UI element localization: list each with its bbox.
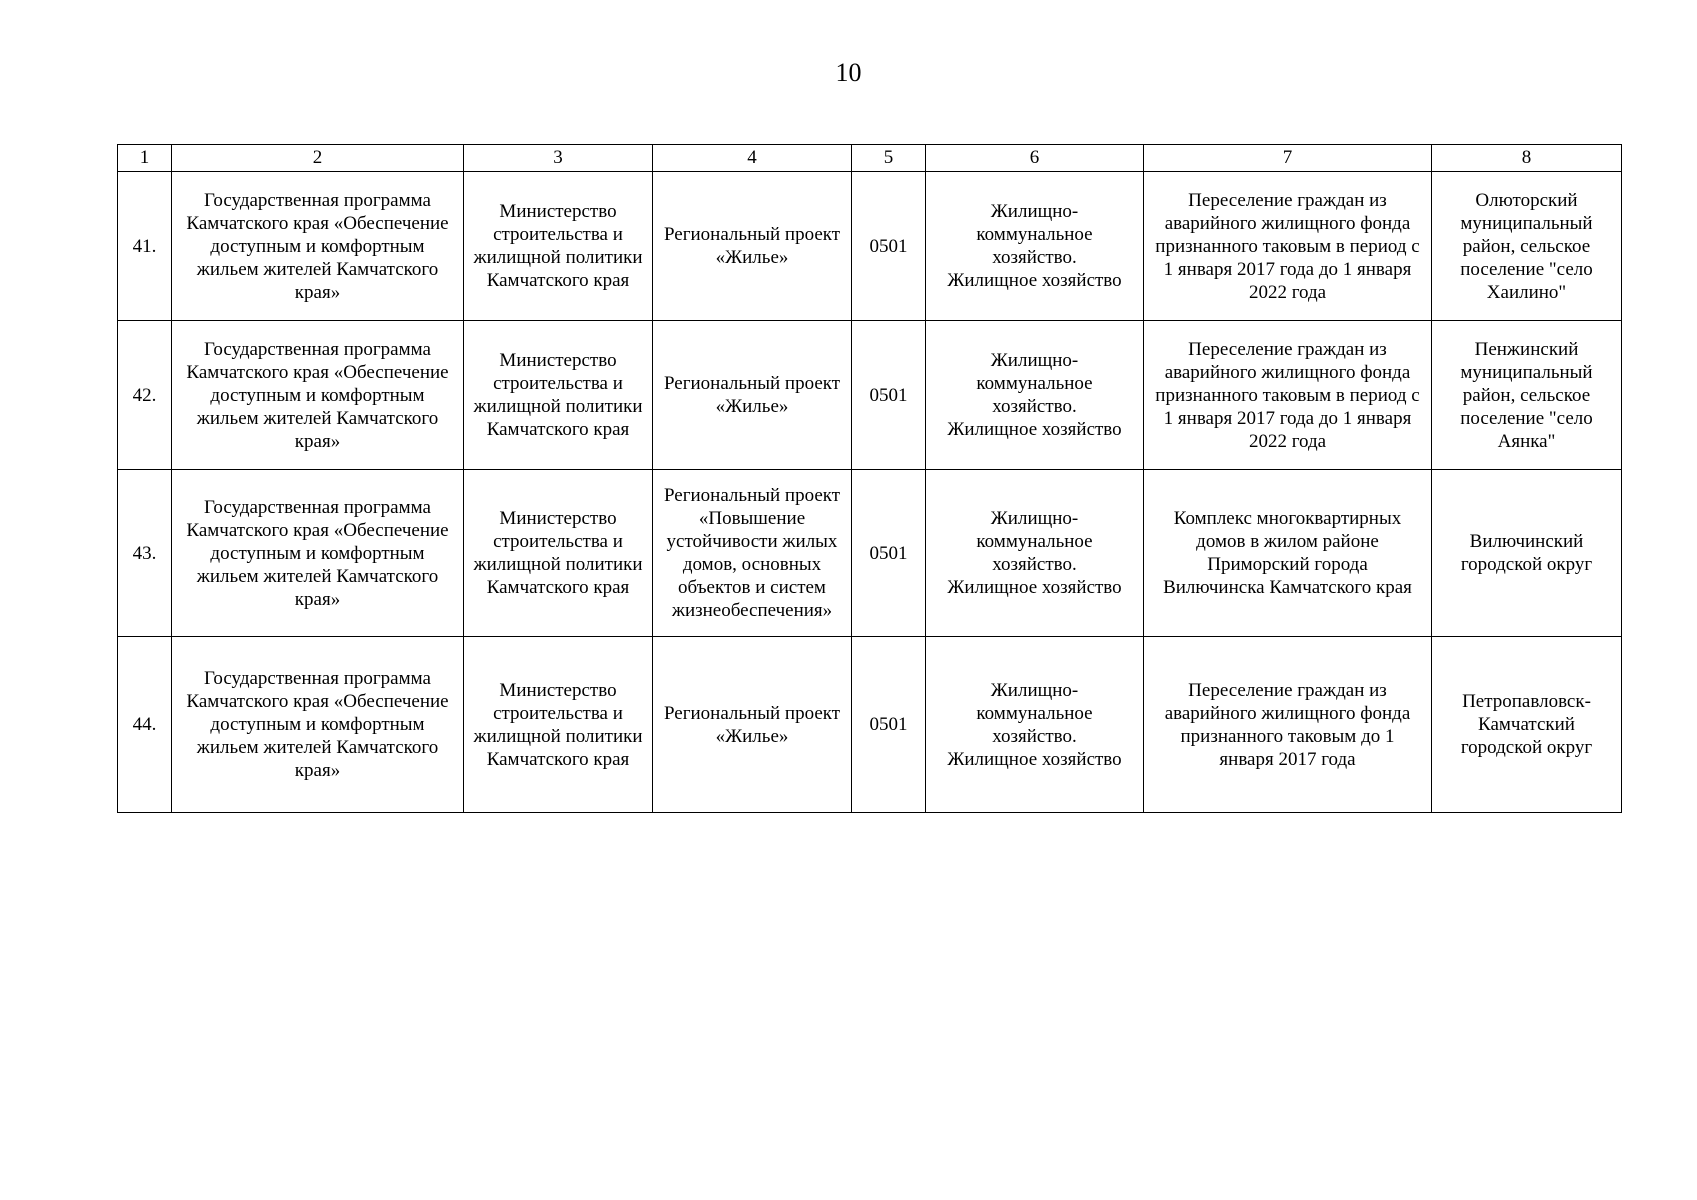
ministry-cell: Министерство строительства и жилищной политики Камчатского края	[464, 321, 653, 470]
table-header-row	[118, 145, 1622, 172]
object-cell: Комплекс многоквартирных домов в жилом районе Приморский города Вилючинска Камчатского края	[1144, 470, 1432, 637]
location-cell: Олюторский муниципальный район, сельское поселение "село Хаилино"	[1432, 172, 1622, 321]
program-cell: Государственная программа Камчатского края «Обеспечение доступным и комфортным жильем жителей Камчатского края»	[172, 637, 464, 813]
location-cell: Вилючинский городской округ	[1432, 470, 1622, 637]
table-row	[118, 321, 1622, 470]
row-number: 42.	[118, 321, 172, 470]
code-cell: 0501	[852, 321, 926, 470]
project-cell: Региональный проект «Повышение устойчивости жилых домов, основных объектов и систем жизнеобеспечения»	[653, 470, 852, 637]
data-table	[117, 144, 1622, 813]
column-header: 4	[653, 145, 852, 172]
row-number: 44.	[118, 637, 172, 813]
column-header: 2	[172, 145, 464, 172]
program-cell: Государственная программа Камчатского края «Обеспечение доступным и комфортным жильем жителей Камчатского края»	[172, 172, 464, 321]
object-cell: Переселение граждан из аварийного жилищного фонда признанного таковым в период с 1 января 2017 года до 1 января 2022 года	[1144, 172, 1432, 321]
column-header: 3	[464, 145, 653, 172]
code-cell: 0501	[852, 637, 926, 813]
row-number: 41.	[118, 172, 172, 321]
column-header: 5	[852, 145, 926, 172]
table-row	[118, 172, 1622, 321]
section-cell: Жилищно- коммунальное хозяйство. Жилищное хозяйство	[926, 637, 1144, 813]
location-cell: Петропавловск- Камчатский городской округ	[1432, 637, 1622, 813]
project-cell: Региональный проект «Жилье»	[653, 321, 852, 470]
ministry-cell: Министерство строительства и жилищной политики Камчатского края	[464, 470, 653, 637]
section-cell: Жилищно- коммунальное хозяйство. Жилищное хозяйство	[926, 321, 1144, 470]
program-cell: Государственная программа Камчатского края «Обеспечение доступным и комфортным жильем жителей Камчатского края»	[172, 470, 464, 637]
table-row	[118, 637, 1622, 813]
project-cell: Региональный проект «Жилье»	[653, 172, 852, 321]
project-cell: Региональный проект «Жилье»	[653, 637, 852, 813]
row-number: 43.	[118, 470, 172, 637]
code-cell: 0501	[852, 470, 926, 637]
program-cell: Государственная программа Камчатского края «Обеспечение доступным и комфортным жильем жителей Камчатского края»	[172, 321, 464, 470]
column-header: 8	[1432, 145, 1622, 172]
ministry-cell: Министерство строительства и жилищной политики Камчатского края	[464, 637, 653, 813]
code-cell: 0501	[852, 172, 926, 321]
table-row	[118, 470, 1622, 637]
section-cell: Жилищно- коммунальное хозяйство. Жилищное хозяйство	[926, 470, 1144, 637]
column-header: 1	[118, 145, 172, 172]
object-cell: Переселение граждан из аварийного жилищного фонда признанного таковым до 1 января 2017 года	[1144, 637, 1432, 813]
column-header: 6	[926, 145, 1144, 172]
ministry-cell: Министерство строительства и жилищной политики Камчатского края	[464, 172, 653, 321]
page-number: 10	[835, 58, 862, 87]
object-cell: Переселение граждан из аварийного жилищного фонда признанного таковым в период с 1 января 2017 года до 1 января 2022 года	[1144, 321, 1432, 470]
section-cell: Жилищно- коммунальное хозяйство. Жилищное хозяйство	[926, 172, 1144, 321]
location-cell: Пенжинский муниципальный район, сельское поселение "село Аянка"	[1432, 321, 1622, 470]
column-header: 7	[1144, 145, 1432, 172]
